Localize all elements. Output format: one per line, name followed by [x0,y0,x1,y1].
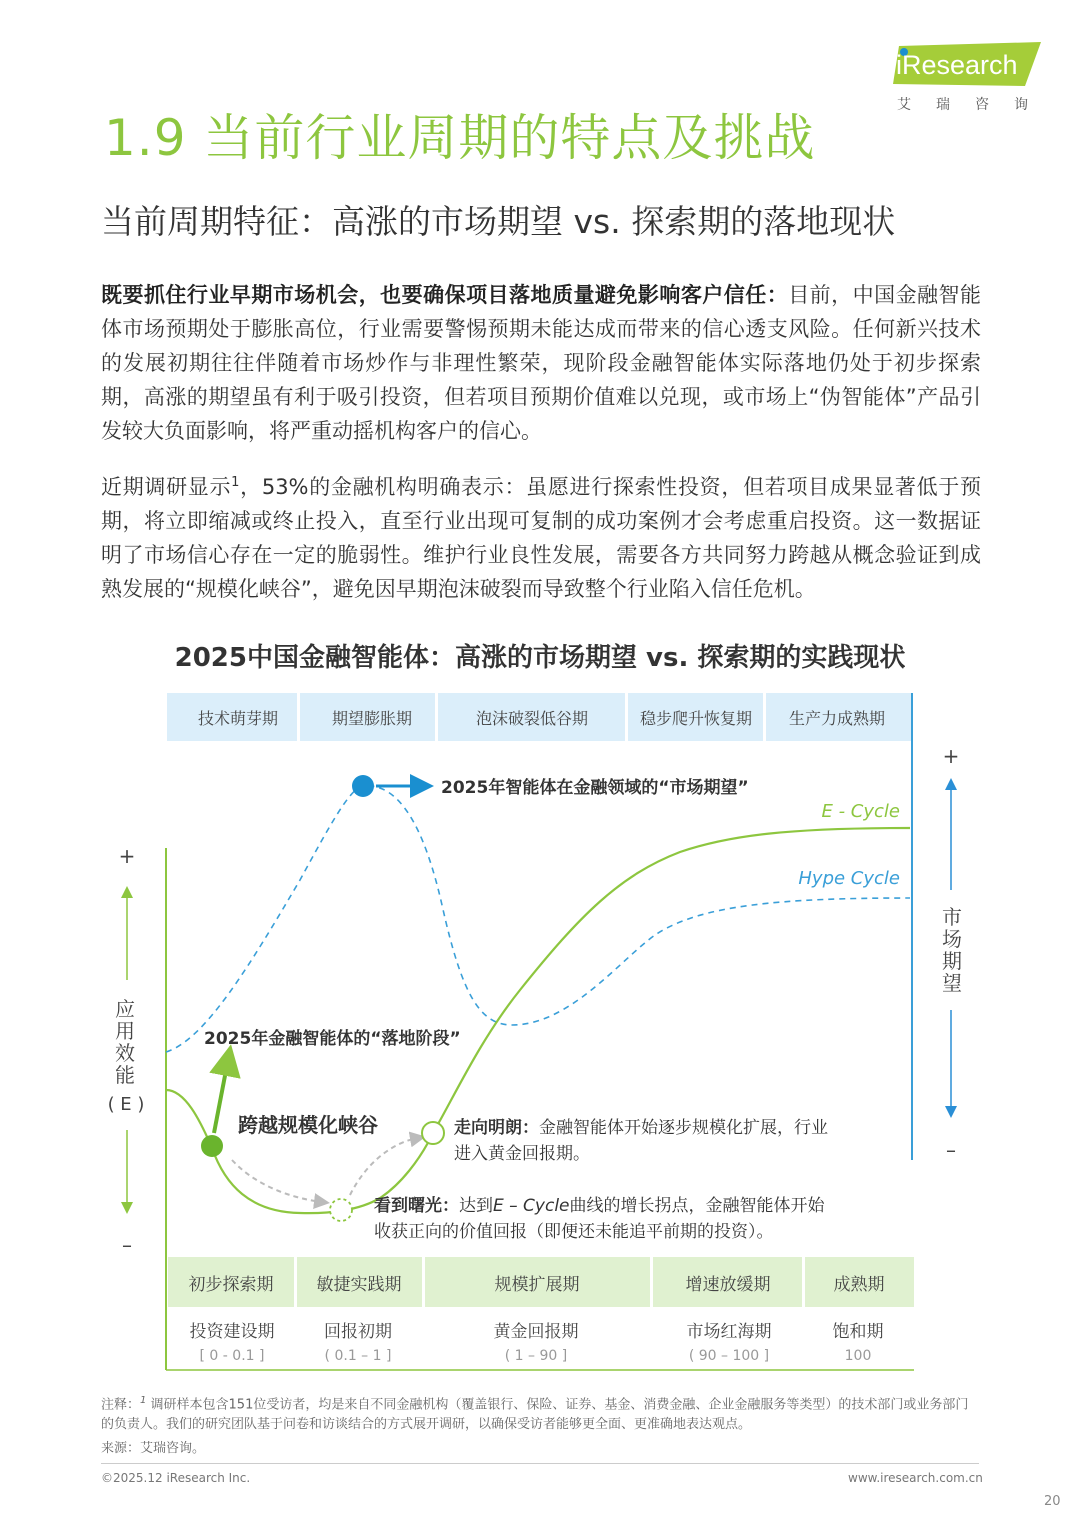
return-period-name: 饱和期 [832,1322,884,1342]
footer-website[interactable]: www.iresearch.com.cn [848,1471,983,1485]
return-period-name: 投资建设期 [189,1322,275,1342]
left-axis-label: 应用效能 [115,997,135,1087]
right-axis-minus: – [946,1138,956,1162]
top-phase-label: 稳步爬升恢复期 [639,709,753,728]
hype-cycle-curve [166,786,910,1052]
bottom-phase-label: 初步探索期 [188,1275,274,1295]
bottom-phase-bar [168,1257,914,1307]
right-axis-label: 市场期望 [942,905,962,995]
top-phase-label: 技术萌芽期 [197,709,279,728]
landing-stage-label: 2025年金融智能体的“落地阶段” [204,1029,461,1049]
page-subtitle: 当前周期特征：高涨的市场期望 vs. 探索期的落地现状 [101,202,896,241]
bright-point [422,1122,444,1144]
bottom-phase-label: 成熟期 [833,1275,885,1295]
dawn-line2: 收获正向的价值回报（即便还未能追平前期的投资）。 [374,1222,774,1242]
return-period-range: [ 0 - 0.1 ] [199,1348,265,1364]
cross-canyon-label: 跨越规模化峡谷 [238,1113,378,1137]
chart-title: 2025中国金融智能体：高涨的市场期望 vs. 探索期的实践现状 [174,643,906,673]
left-axis-minus: – [122,1233,132,1257]
return-period-range: ( 0.1 – 1 ] [324,1348,392,1364]
return-period-name: 回报初期 [324,1322,392,1342]
bright-prospect-line2: 进入黄金回报期。 [454,1144,590,1164]
paragraph-2 [101,466,981,606]
top-phase-bar [167,693,912,741]
return-period-name: 市场红海期 [686,1322,772,1342]
bottom-phase-label: 规模扩展期 [494,1275,580,1295]
top-phase-label: 生产力成熟期 [788,709,886,728]
paragraph-1-lead: 既要抓住行业早期市场机会，也要确保项目落地质量避免影响客户信任： [101,283,789,307]
landing-stage-arrow [214,1060,228,1133]
market-expectation-label: 2025年智能体在金融领域的“市场期望” [441,778,749,798]
hype-cycle-label: Hype Cycle [798,868,900,889]
cycle-chart [0,680,1080,1380]
bottom-phase-label: 敏捷实践期 [316,1275,402,1295]
footnote: 注释：$^1$ 调研样本包含151位受访者，均是来自不同金融机构（覆盖银行、保险、证券、基金、消费金融、企业金融服务等类型）的技术部门或业务部门的负责人。我们的研究团队基于问卷和访谈结合的方式展开调研，以确保受访者能够更全面、更准确地表达观点。 [101,1395,969,1433]
landing-stage-dot [201,1135,223,1157]
market-expectation-dot [352,775,374,797]
left-axis-plus: + [118,844,136,868]
paragraph-1-body: 目前，中国金融智能体市场预期处于膨胀高位，行业需要警惕预期未能达成而带来的信心透支风险。任何新兴技术的发展初期往往伴随着市场炒作与非理性繁荣，现阶段金融智能体实际落地仍处于初步探索期，高涨的期望虽有利于吸引投资，但若项目预期价值难以兑现，或市场上“伪智能体”产品引发较大负面影响，将严重动摇机构客户的信心。 [101,283,982,443]
right-axis-plus: + [942,744,960,768]
top-phase-label: 泡沫破裂低谷期 [475,709,589,728]
e-cycle-label: E - Cycle [821,801,900,822]
page-number: 20 [1044,1494,1061,1509]
return-period-range: 100 [844,1348,872,1364]
source-note: 来源：艾瑞咨询。 [101,1441,206,1456]
logo-cn-name: 艾瑞咨询 [897,97,1053,113]
footer-copyright: ©2025.12 iResearch Inc. [101,1471,251,1485]
top-phase-label: 期望膨胀期 [331,709,413,728]
logo-text: iResearch [896,50,1018,80]
left-axis-unit: ( E ) [107,1094,145,1115]
paragraph-2-lead: 近期调研显示 [101,475,232,499]
return-period-name: 黄金回报期 [493,1322,579,1342]
return-periods [190,1321,884,1364]
footer-divider [101,1463,979,1464]
page-title: 1.9 当前行业周期的特点及挑战 [104,109,816,167]
paragraph-1 [101,278,981,448]
footnote-ref: 1 [231,475,240,490]
dawn-line1: 看到曙光：达到E – Cycle曲线的增长拐点，金融智能体开始 [374,1196,825,1216]
paragraph-2-body: ，53%的金融机构明确表示：虽愿进行探索性投资，但若项目成果显著低于预期，将立即缩减或终止投入，直至行业出现可复制的成功案例才会考虑重启投资。这一数据证明了市场信心存在一定的脆弱性。维护行业良性发展，需要各方共同努力跨越从概念验证到成熟发展的“规模化峡谷”，避免因早期泡沫破裂而导致整个行业陷入信任危机。 [101,475,981,601]
dawn-point [330,1199,352,1221]
bright-prospect-line1: 走向明朗：金融智能体开始逐步规模化扩展，行业 [454,1118,828,1138]
canyon-arrow-2 [350,1138,418,1195]
return-period-range: ( 1 – 90 ] [504,1348,568,1364]
return-period-range: ( 90 – 100 ] [688,1348,770,1364]
bottom-phase-label: 增速放缓期 [685,1275,771,1295]
